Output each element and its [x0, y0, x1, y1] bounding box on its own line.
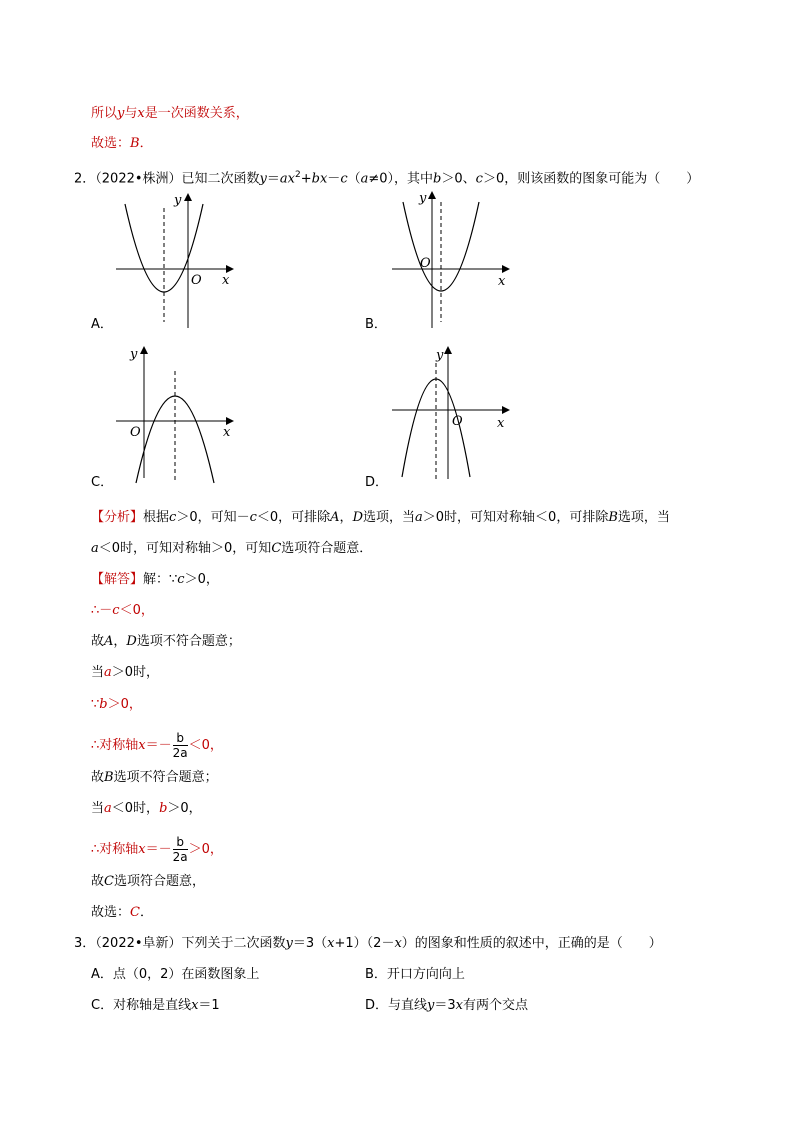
text: 解：∵: [143, 572, 178, 587]
var: c: [340, 171, 348, 187]
solution-final-answer: [91, 904, 153, 922]
var: b: [159, 801, 168, 816]
var: c: [177, 572, 185, 587]
text: ＝3（: [292, 936, 328, 951]
var: x: [455, 998, 463, 1013]
var: x: [138, 738, 146, 753]
y-axis-arrow: [428, 191, 436, 199]
text: 故: [91, 874, 105, 889]
x-axis-arrow: [502, 265, 510, 273]
solution-header: [91, 571, 219, 589]
fraction-b-over-2a: [173, 835, 188, 864]
var: B: [608, 510, 618, 525]
text: ∵: [91, 697, 100, 712]
answer-letter: C: [130, 905, 140, 920]
var: a: [104, 801, 112, 816]
text: 选项符合题意．: [281, 541, 373, 556]
text: ＞0时，: [111, 665, 160, 680]
analysis-tag: 【分析】: [91, 510, 144, 525]
text: ＞0，: [188, 842, 223, 857]
text: C．对称轴是直线: [91, 998, 192, 1013]
text: －: [327, 171, 341, 187]
text: ≠0），其中: [368, 171, 434, 187]
fraction-b-over-2a: [173, 731, 188, 760]
text: ＜0，: [188, 738, 223, 753]
option-c-label: C．: [91, 475, 114, 490]
text: ∴对称轴: [91, 738, 139, 753]
var: A: [104, 634, 114, 649]
x-axis-arrow: [226, 265, 234, 273]
var-y: y: [117, 106, 125, 121]
text: ∴对称轴: [91, 842, 139, 857]
var: y: [259, 171, 267, 187]
y-label: y: [174, 193, 182, 208]
text: ．: [139, 136, 153, 151]
option-a-label: A．: [91, 317, 113, 332]
var: x: [394, 936, 402, 951]
var: y: [427, 998, 435, 1013]
y-axis-arrow: [444, 346, 452, 354]
solution-step-4: [91, 696, 142, 714]
var: b: [99, 697, 108, 712]
text: ，: [113, 634, 127, 649]
text: +: [300, 171, 312, 187]
x-label: x: [498, 274, 506, 289]
solution-step-7: [91, 800, 202, 818]
solution-tag: 【解答】: [91, 572, 144, 587]
question-3-option-d: [365, 997, 528, 1015]
text: （: [347, 171, 361, 187]
solution-step-6: [91, 769, 218, 787]
y-axis-arrow: [140, 346, 148, 354]
analysis-line-2: [91, 540, 372, 558]
exponent: 2: [295, 170, 301, 180]
y-label: y: [419, 191, 427, 206]
question-3-option-c: [91, 997, 220, 1015]
text: ＞0，可知－: [176, 510, 250, 525]
text: ．: [139, 905, 153, 920]
text: +1）（2－: [334, 936, 395, 951]
x-axis-arrow: [502, 406, 510, 414]
origin-label: O: [452, 414, 463, 429]
var: a: [360, 171, 369, 187]
origin-label: O: [420, 256, 431, 271]
var: x: [138, 842, 146, 857]
text: ＞0，: [167, 801, 202, 816]
x-label: x: [223, 425, 231, 440]
text: 所以: [91, 106, 118, 121]
text: 故选：: [91, 905, 131, 920]
text: ∴－: [91, 603, 113, 618]
text-line-conclusion: [91, 105, 249, 123]
var: C: [271, 541, 282, 556]
analysis-line-1: [91, 509, 670, 527]
var-x: x: [137, 106, 145, 121]
x-axis-arrow: [226, 417, 234, 425]
text: ＝－: [145, 842, 172, 857]
text: B．开口方向向上: [365, 967, 465, 982]
text: 选项符合题意，: [113, 874, 205, 889]
text: ＞0时，可知对称轴＜0，可排除: [422, 510, 609, 525]
text: ＜0时，: [111, 801, 160, 816]
solution-step-5: [91, 731, 223, 760]
fraction-numerator: b: [173, 731, 188, 746]
var: B: [104, 770, 114, 785]
text: 2．（2022•株洲）已知二次函数: [74, 171, 260, 187]
question-2-stem: [74, 166, 699, 188]
var: A: [330, 510, 340, 525]
var: x: [191, 998, 199, 1013]
solution-step-9: [91, 873, 205, 891]
text: ＜0，可排除: [256, 510, 331, 525]
graph-option-a: [110, 190, 240, 330]
solution-step-2: [91, 633, 241, 651]
y-label: y: [436, 348, 444, 363]
text: 3．（2022•阜新）下列关于二次函数: [74, 936, 286, 951]
var: y: [285, 936, 293, 951]
fraction-denominator: 2a: [172, 850, 188, 864]
text: ，: [339, 510, 353, 525]
origin-label: O: [130, 425, 141, 440]
text: 根据: [143, 510, 170, 525]
text: A．点（0，2）在函数图象上: [91, 967, 260, 982]
graph-option-d: [388, 343, 518, 488]
question-3-option-b: [365, 966, 465, 984]
text: 故选：: [91, 136, 131, 151]
var: D: [126, 634, 137, 649]
text: ）的图象和性质的叙述中，正确的是（ ）: [401, 936, 662, 951]
text: ＝: [266, 171, 280, 187]
text: ＞0，则该函数的图象可能为（ ）: [482, 171, 700, 187]
var: C: [104, 874, 114, 889]
text: 故: [91, 770, 105, 785]
text: ＜0，: [119, 603, 154, 618]
text: 当: [91, 665, 105, 680]
var: x: [327, 936, 335, 951]
var: b: [433, 171, 442, 187]
text: 选项，当: [617, 510, 670, 525]
origin-label: O: [191, 273, 202, 288]
text: 是一次函数关系，: [144, 106, 249, 121]
text-line-answer-b: [91, 135, 153, 153]
x-label: x: [222, 273, 230, 288]
x-label: x: [497, 416, 505, 431]
var: c: [169, 510, 177, 525]
var: a: [104, 665, 112, 680]
text: 选项，当: [363, 510, 416, 525]
text: 故: [91, 634, 105, 649]
graph-option-c: [110, 343, 240, 488]
option-b-label: B．: [365, 317, 387, 332]
text: ＜0时，可知对称轴＞0，可知: [98, 541, 272, 556]
var: bx: [311, 171, 328, 187]
text: D．与直线: [365, 998, 428, 1013]
text: ＞0、: [441, 171, 476, 187]
text: ＝－: [145, 738, 172, 753]
graph-option-b: [388, 188, 518, 330]
var: c: [475, 171, 483, 187]
text: ＞0，: [107, 697, 142, 712]
text: 选项不符合题意；: [113, 770, 218, 785]
text: ＞0，: [184, 572, 219, 587]
text: 有两个交点: [463, 998, 529, 1013]
solution-step-3: [91, 664, 159, 682]
solution-step-8: [91, 835, 223, 864]
var: a: [415, 510, 423, 525]
text: 与: [124, 106, 138, 121]
var: a: [91, 541, 99, 556]
answer-letter: B: [130, 136, 140, 151]
question-3-stem: [74, 935, 662, 953]
text: 选项不符合题意；: [136, 634, 241, 649]
solution-step-1: [91, 602, 154, 620]
var: c: [249, 510, 257, 525]
fraction-numerator: b: [173, 835, 188, 850]
option-d-label: D．: [365, 475, 389, 490]
var: D: [352, 510, 363, 525]
y-label: y: [130, 347, 138, 362]
text: ＝1: [198, 998, 220, 1013]
var: c: [112, 603, 120, 618]
question-3-option-a: [91, 966, 259, 984]
fraction-denominator: 2a: [172, 746, 188, 760]
text: ＝3: [434, 998, 456, 1013]
text: 当: [91, 801, 105, 816]
y-axis-arrow: [184, 193, 192, 201]
var: ax: [279, 171, 295, 187]
